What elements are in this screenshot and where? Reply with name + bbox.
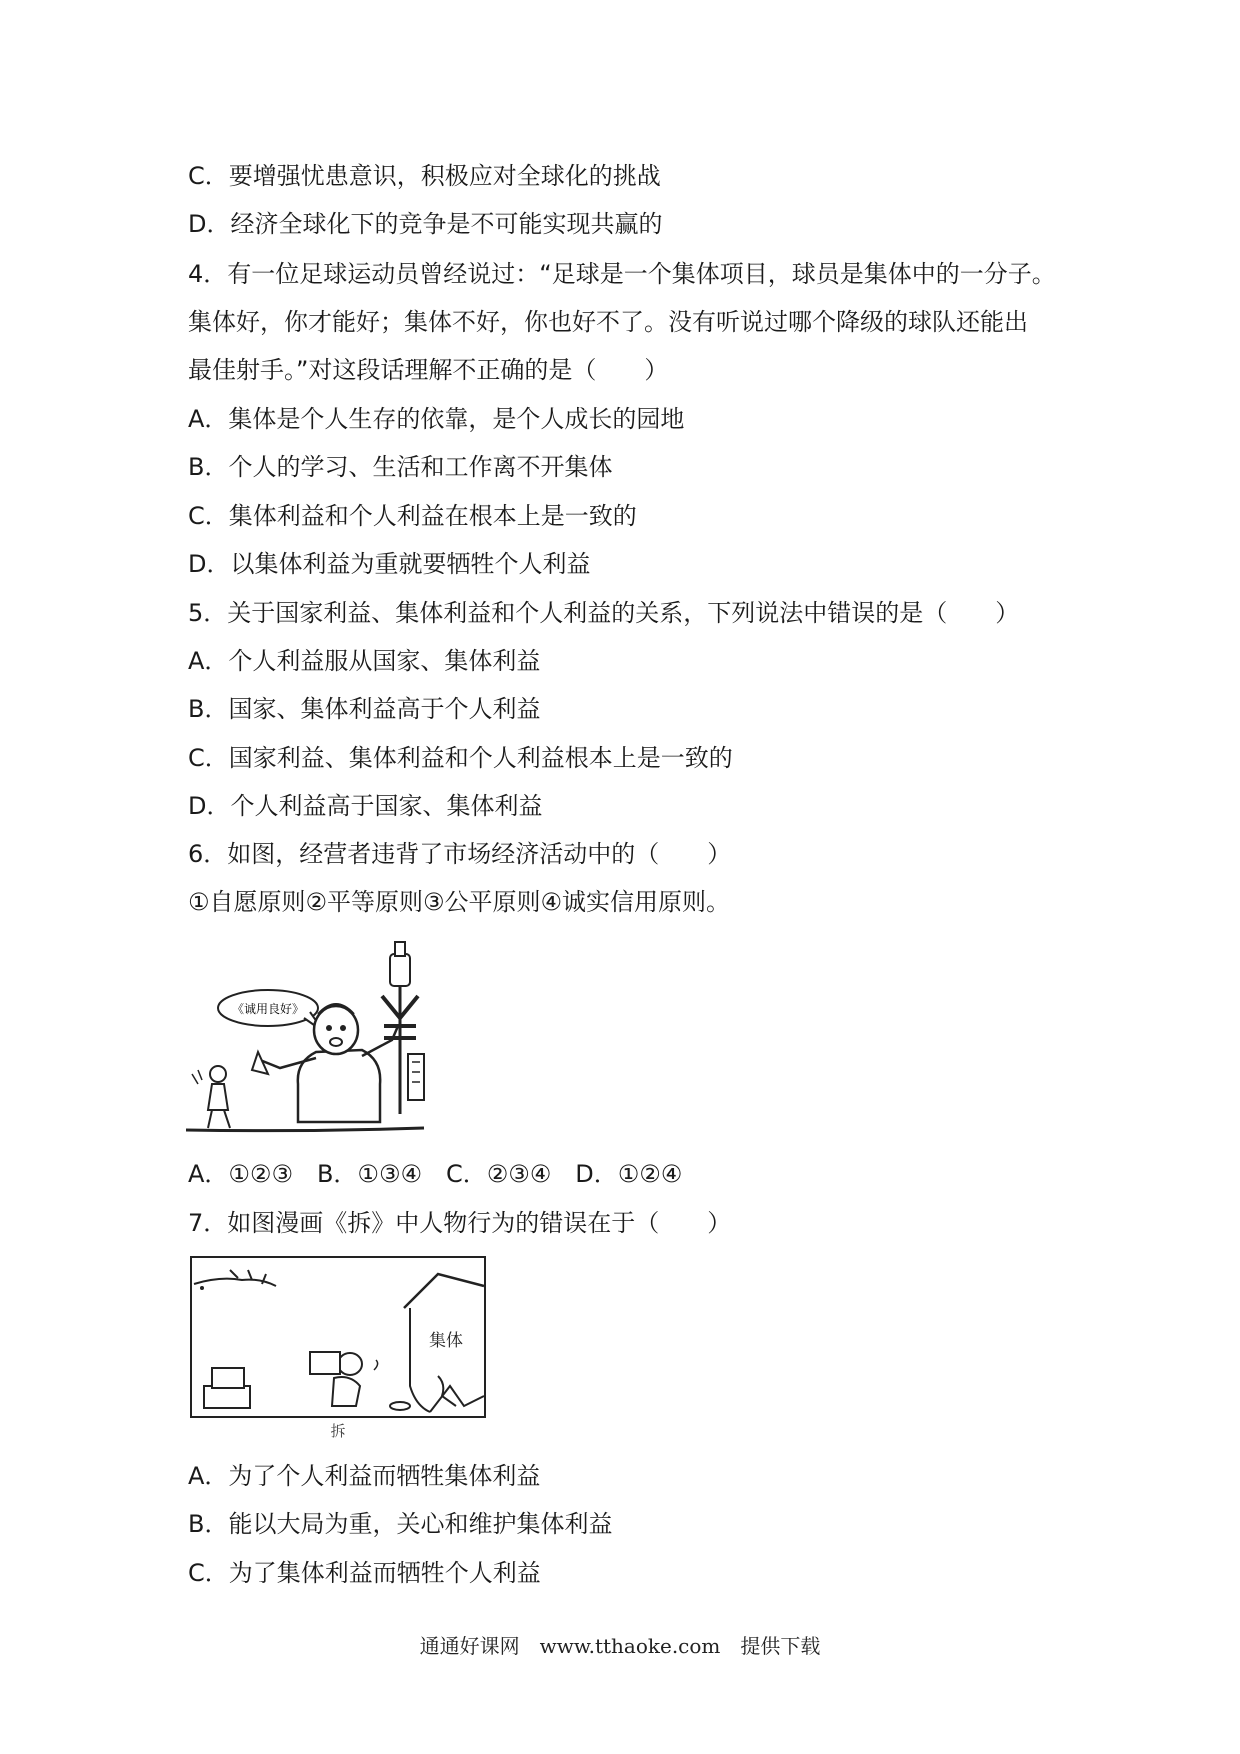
q7-option-b: B．能以大局为重，关心和维护集体利益 — [188, 1510, 613, 1538]
q6-cartoon-figure — [186, 934, 436, 1144]
q4-option-b: B．个人的学习、生活和工作离不开集体 — [188, 453, 613, 481]
q5-option-b: B．国家、集体利益高于个人利益 — [188, 695, 541, 723]
q7-figure-caption: 拆 — [330, 1422, 346, 1440]
q6-bubble-text: 《诚用良好》 — [231, 1002, 305, 1016]
q5-stem: 5．关于国家利益、集体利益和个人利益的关系，下列说法中错误的是（ ） — [188, 599, 1020, 627]
q7-stem: 7．如图漫画《拆》中人物行为的错误在于（ ） — [188, 1209, 732, 1237]
q7-option-a: A．为了个人利益而牺牲集体利益 — [188, 1462, 541, 1490]
q3-option-d: D．经济全球化下的竞争是不可能实现共赢的 — [188, 210, 663, 238]
q4-option-c: C．集体利益和个人利益在根本上是一致的 — [188, 502, 637, 530]
q4-stem-line2: 集体好，你才能好；集体不好，你也好不了。没有听说过哪个降级的球队还能出 — [188, 308, 1028, 336]
q4-stem-line3: 最佳射手。”对这段话理解不正确的是（ ） — [188, 356, 669, 384]
q5-option-a: A．个人利益服从国家、集体利益 — [188, 647, 541, 675]
q6-statements: ①自愿原则②平等原则③公平原则④诚实信用原则。 — [188, 888, 731, 916]
q6-options: A．①②③ B．①③④ C．②③④ D．①②④ — [188, 1160, 683, 1188]
q7-house-label: 集体 — [429, 1331, 463, 1351]
q7-cartoon-figure — [190, 1256, 486, 1442]
q7-option-c: C．为了集体利益而牺牲个人利益 — [188, 1559, 541, 1587]
q5-option-d: D．个人利益高于国家、集体利益 — [188, 792, 543, 820]
page-footer: 通通好课网 www.tthaoke.com 提供下载 — [419, 1634, 821, 1658]
q4-stem-line1: 4．有一位足球运动员曾经说过：“足球是一个集体项目，球员是集体中的一分子。 — [188, 260, 1056, 288]
q6-stem: 6．如图，经营者违背了市场经济活动中的（ ） — [188, 840, 732, 868]
q5-option-c: C．国家利益、集体利益和个人利益根本上是一致的 — [188, 744, 733, 772]
q4-option-a: A．集体是个人生存的依靠，是个人成长的园地 — [188, 405, 685, 433]
q4-option-d: D．以集体利益为重就要牺牲个人利益 — [188, 550, 591, 578]
q3-option-c: C．要增强忧患意识，积极应对全球化的挑战 — [188, 162, 661, 190]
